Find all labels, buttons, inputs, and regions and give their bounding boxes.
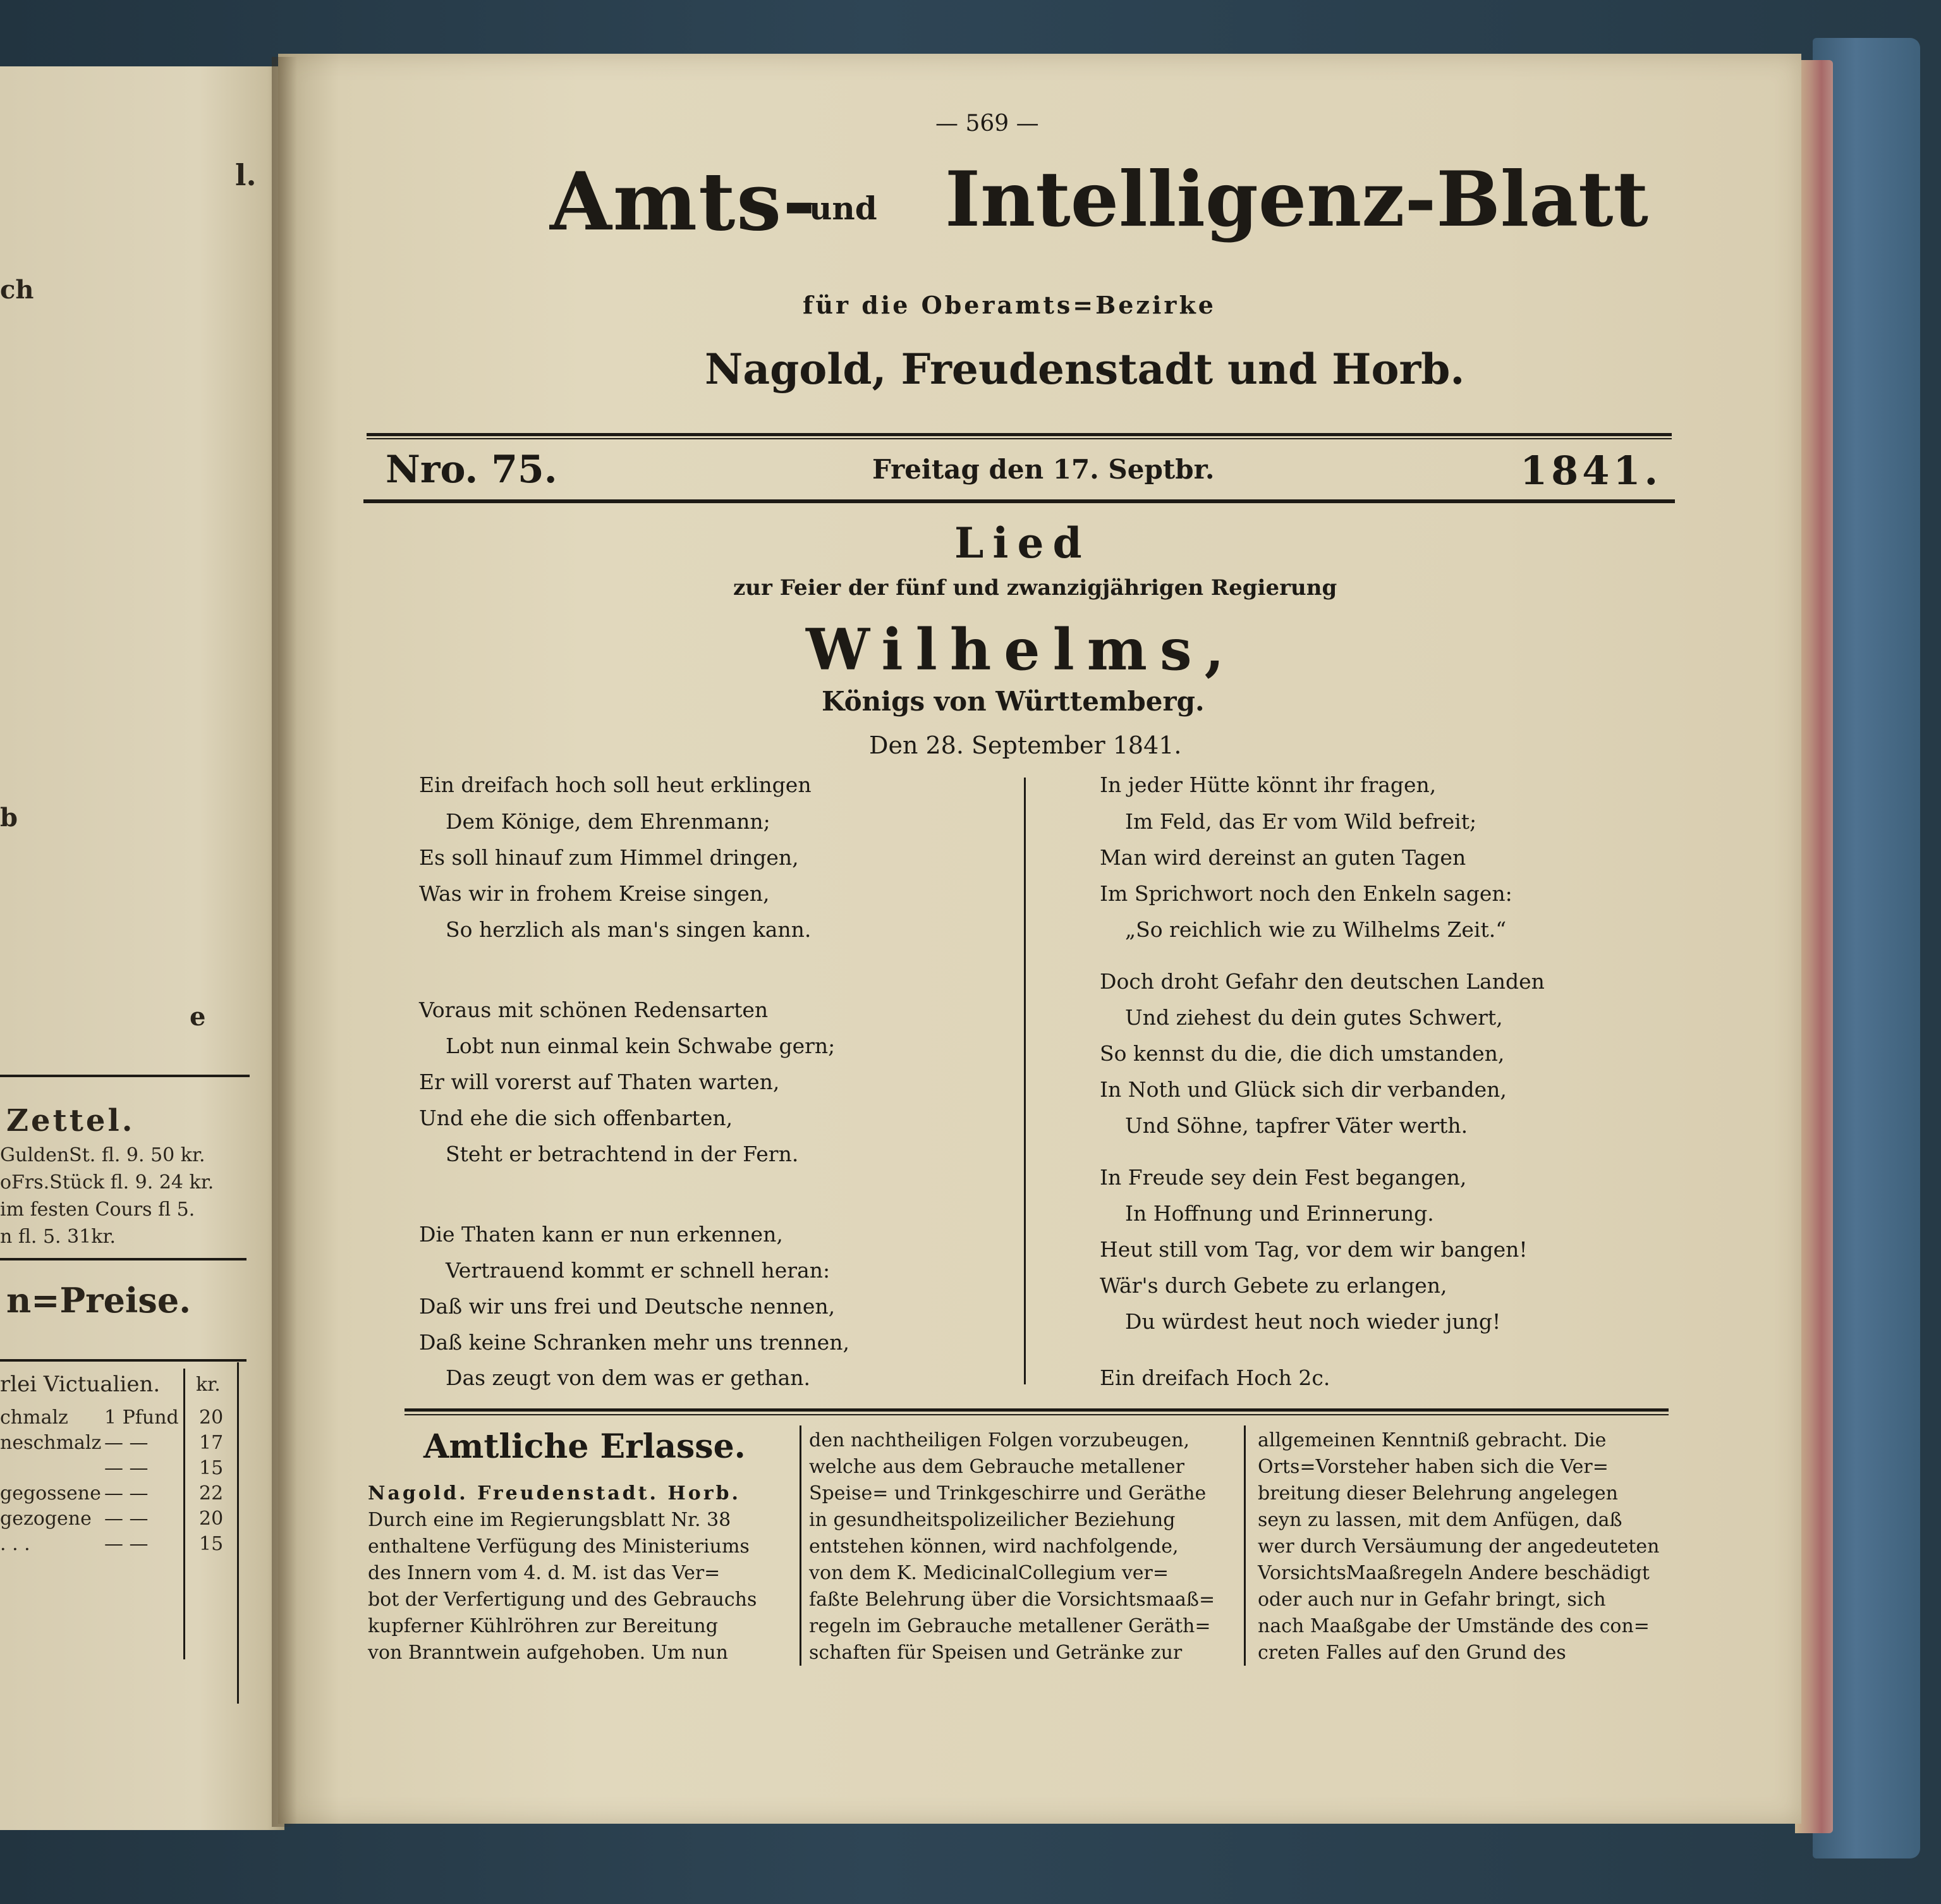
decrees-divider-2 <box>1244 1425 1246 1666</box>
table-row-unit: — — <box>104 1533 149 1555</box>
decrees-col3-line: wer durch Versäumung der angedeuteten <box>1258 1535 1660 1558</box>
poem-line: Voraus mit schönen Redensarten <box>419 998 769 1022</box>
decrees-heading: Amtliche Erlasse. <box>423 1427 746 1466</box>
table-row-kr: 20 <box>199 1407 224 1429</box>
table-row-unit: — — <box>104 1432 149 1454</box>
table-row-item: . . . <box>0 1533 30 1555</box>
decrees-col1-line: kupferner Kühlröhren zur Bereitung <box>368 1615 718 1637</box>
poem-line: Du würdest heut noch wieder jung! <box>1125 1309 1501 1334</box>
poem-line: Doch droht Gefahr den deutschen Landen <box>1100 969 1545 994</box>
table-row-unit: — — <box>104 1457 149 1479</box>
poem-line: Man wird dereinst an guten Tagen <box>1100 845 1466 870</box>
section-rule <box>405 1408 1669 1412</box>
poem-date: Den 28. September 1841. <box>869 731 1182 759</box>
left-page <box>0 66 284 1830</box>
table-row-unit: — — <box>104 1482 149 1504</box>
decrees-col3-line: allgemeinen Kenntniß gebracht. Die <box>1258 1429 1607 1451</box>
left-fragment-1: l. <box>235 158 257 192</box>
left-rule-1 <box>0 1075 250 1077</box>
table-row-kr: 15 <box>199 1533 224 1555</box>
poem-line: Ein dreifach hoch soll heut erklingen <box>419 772 812 797</box>
poem-line: Lobt nun einmal kein Schwabe gern; <box>446 1034 836 1058</box>
decrees-col2-line: Speise= und Trinkgeschirre und Geräthe <box>809 1482 1207 1504</box>
decrees-col3-line: oder auch nur in Gefahr bringt, sich <box>1258 1589 1606 1611</box>
poem-closing: Ein dreifach Hoch 2c. <box>1100 1365 1330 1390</box>
preise-title: n=Preise. <box>6 1280 191 1321</box>
table-row-kr: 15 <box>199 1457 224 1479</box>
masthead-districts: Nagold, Freudenstadt und Horb. <box>705 345 1465 394</box>
zettel-title: Zettel. <box>6 1103 135 1138</box>
poem-column-divider <box>1024 778 1026 1384</box>
poem-line: Dem Könige, dem Ehrenmann; <box>446 809 770 834</box>
left-fragment-2: ch <box>0 275 34 305</box>
masthead-title-intelligenz: Intelligenz-Blatt <box>945 155 1648 244</box>
poem-line: Und ehe die sich offenbarten, <box>419 1106 733 1130</box>
decrees-col3-line: seyn zu lassen, mit dem Anfügen, daß <box>1258 1509 1622 1531</box>
decrees-col3-line: nach Maaßgabe der Umstände des con= <box>1258 1615 1650 1637</box>
table-row-item: neschmalz <box>0 1432 102 1454</box>
poem-line: In jeder Hütte könnt ihr fragen, <box>1100 772 1437 797</box>
zettel-line: GuldenSt. fl. 9. 50 kr. <box>0 1144 205 1166</box>
zettel-line: im festen Cours fl 5. <box>0 1199 195 1221</box>
decrees-divider-1 <box>800 1425 801 1666</box>
decrees-col1-line: von Branntwein aufgehoben. Um nun <box>368 1642 728 1664</box>
page-gutter-shadow <box>272 57 297 1827</box>
poem-line: Es soll hinauf zum Himmel dringen, <box>419 845 799 870</box>
table-row-item: gezogene <box>0 1508 92 1530</box>
decrees-col1-line: Nagold. Freudenstadt. Horb. <box>368 1482 741 1504</box>
decrees-col2-line: schaften für Speisen und Getränke zur <box>809 1642 1183 1664</box>
poem-king-title: Königs von Württemberg. <box>822 686 1205 717</box>
decrees-col2-line: welche aus dem Gebrauche metallener <box>809 1456 1184 1478</box>
decrees-col3-line: Orts=Vorsteher haben sich die Ver= <box>1258 1456 1609 1478</box>
decrees-col2-line: von dem K. MedicinalCollegium ver= <box>809 1562 1169 1584</box>
poem-line: Und ziehest du dein gutes Schwert, <box>1125 1005 1503 1030</box>
left-fragment-3: b <box>0 803 18 833</box>
poem-line: Im Feld, das Er vom Wild befreit; <box>1125 809 1477 834</box>
poem-title: Lied <box>954 518 1091 568</box>
header-rule-bottom <box>363 499 1675 503</box>
masthead-title-und: und <box>809 190 877 227</box>
poem-line: Heut still vom Tag, vor dem wir bangen! <box>1100 1237 1528 1262</box>
zettel-line: oFrs.Stück fl. 9. 24 kr. <box>0 1171 214 1193</box>
poem-line: Das zeugt von dem was er gethan. <box>446 1365 811 1390</box>
decrees-col1-line: bot der Verfertigung und des Gebrauchs <box>368 1589 757 1611</box>
decrees-col1-line: des Innern vom 4. d. M. ist das Ver= <box>368 1562 721 1584</box>
zettel-line: n fl. 5. 31kr. <box>0 1226 116 1248</box>
poem-line: Er will vorerst auf Thaten warten, <box>419 1070 780 1094</box>
table-row-item: gegossene <box>0 1482 101 1504</box>
page-number: — 569 — <box>935 111 1039 137</box>
poem-line: So kennst du die, die dich umstanden, <box>1100 1041 1505 1066</box>
issue-date: Freitag den 17. Septbr. <box>872 454 1215 485</box>
left-rule-3 <box>0 1359 246 1362</box>
poem-line: In Noth und Glück sich dir verbanden, <box>1100 1077 1507 1102</box>
table-header-kr: kr. <box>196 1374 221 1396</box>
poem-occasion: zur Feier der fünf und zwanzigjährigen Regierung <box>733 575 1337 601</box>
table-row-kr: 17 <box>199 1432 224 1454</box>
decrees-col2-line: faßte Belehrung über die Vorsichtsmaaß= <box>809 1589 1215 1611</box>
poem-line: So herzlich als man's singen kann. <box>446 917 812 942</box>
table-header-items: rlei Victualien. <box>0 1372 161 1397</box>
issue-year: 1841. <box>1520 448 1662 494</box>
poem-line: Im Sprichwort noch den Enkeln sagen: <box>1100 881 1512 906</box>
poem-line: „So reichlich wie zu Wilhelms Zeit.“ <box>1125 917 1507 942</box>
poem-line: In Hoffnung und Erinnerung. <box>1125 1201 1434 1226</box>
poem-line: Daß wir uns frei und Deutsche nennen, <box>419 1294 836 1319</box>
poem-line: Die Thaten kann er nun erkennen, <box>419 1222 783 1247</box>
decrees-col2-line: den nachtheiligen Folgen vorzubeugen, <box>809 1429 1190 1451</box>
decrees-col2-line: regeln im Gebrauche metallener Geräth= <box>809 1615 1211 1637</box>
header-rule-top <box>367 433 1672 436</box>
poem-line: Daß keine Schranken mehr uns trennen, <box>419 1330 849 1355</box>
poem-line: Und Söhne, tapfrer Väter werth. <box>1125 1113 1468 1138</box>
poem-line: Steht er betrachtend in der Fern. <box>446 1142 799 1166</box>
left-fragment-4: e <box>190 1002 206 1032</box>
table-row-unit: — — <box>104 1508 149 1530</box>
table-border <box>237 1362 239 1704</box>
poem-line: In Freude sey dein Fest begangen, <box>1100 1165 1467 1190</box>
table-row-kr: 20 <box>199 1508 224 1530</box>
poem-line: Vertrauend kommt er schnell heran: <box>446 1258 831 1283</box>
issue-number: Nro. 75. <box>386 448 557 492</box>
poem-line: Wär's durch Gebete zu erlangen, <box>1100 1273 1447 1298</box>
table-row-kr: 22 <box>199 1482 224 1504</box>
table-divider <box>183 1369 185 1659</box>
decrees-col3-line: creten Falles auf den Grund des <box>1258 1642 1566 1664</box>
header-rule-top-thin <box>367 438 1672 439</box>
poem-line: Was wir in frohem Kreise singen, <box>419 881 770 906</box>
table-row-unit: 1 Pfund <box>104 1407 179 1429</box>
table-row-item: chmalz <box>0 1407 68 1429</box>
decrees-col3-line: breitung dieser Belehrung angelegen <box>1258 1482 1618 1504</box>
poem-king-name: Wilhelms, <box>806 616 1237 683</box>
masthead-subtitle: für die Oberamts=Bezirke <box>803 291 1216 319</box>
masthead-title-amts: Amts- <box>550 155 817 248</box>
decrees-col2-line: in gesundheitspolizeilicher Beziehung <box>809 1509 1176 1531</box>
decrees-col2-line: entstehen können, wird nachfolgende, <box>809 1535 1179 1558</box>
decrees-col3-line: VorsichtsMaaßregeln Andere beschädigt <box>1258 1562 1650 1584</box>
left-rule-2 <box>0 1258 246 1260</box>
section-rule-thin <box>405 1414 1669 1415</box>
decrees-col1-line: enthaltene Verfügung des Ministeriums <box>368 1535 750 1558</box>
decrees-col1-line: Durch eine im Regierungsblatt Nr. 38 <box>368 1509 731 1531</box>
